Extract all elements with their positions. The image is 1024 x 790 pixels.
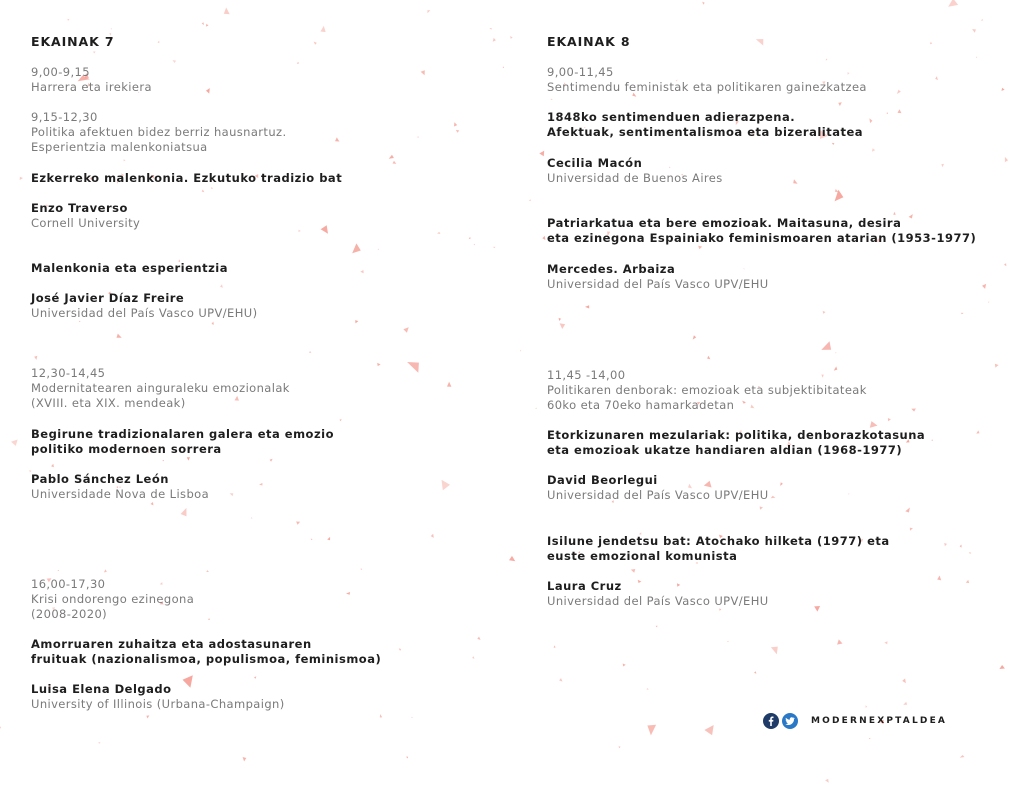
- confetti-speck: [493, 38, 496, 42]
- confetti-speck: [981, 19, 983, 21]
- confetti-speck: [146, 715, 149, 718]
- confetti-speck: [399, 648, 401, 651]
- confetti-speck: [151, 502, 154, 505]
- confetti-speck: [403, 327, 408, 332]
- confetti-speck: [869, 738, 871, 739]
- confetti-speck: [771, 647, 778, 655]
- confetti-speck: [494, 247, 496, 249]
- confetti-speck: [98, 742, 101, 744]
- confetti-speck: [314, 42, 317, 45]
- session-time: 9,00-9,15: [31, 65, 90, 79]
- confetti-speck: [206, 24, 209, 27]
- confetti-speck: [352, 243, 361, 253]
- confetti-speck: [870, 421, 878, 428]
- confetti-speck: [550, 99, 552, 100]
- confetti-speck: [539, 151, 544, 157]
- confetti-speck: [638, 580, 642, 583]
- talk-title: Isilune jendetsu bat: Atochako hilketa (1977) eta euste emozional komunista: [547, 534, 890, 563]
- confetti-speck: [618, 747, 620, 749]
- confetti-speck: [124, 159, 126, 161]
- confetti-speck: [948, 0, 958, 7]
- confetti-speck: [477, 637, 480, 640]
- confetti-speck: [1002, 88, 1005, 91]
- confetti-speck: [647, 688, 649, 690]
- confetti-speck: [999, 665, 1005, 669]
- confetti-speck: [1005, 157, 1008, 162]
- confetti-speck: [535, 408, 537, 409]
- confetti-speck: [821, 375, 823, 378]
- twitter-icon[interactable]: [782, 713, 798, 729]
- confetti-speck: [380, 714, 382, 718]
- confetti-speck: [489, 28, 491, 30]
- facebook-icon[interactable]: [763, 713, 779, 729]
- confetti-speck: [224, 8, 230, 15]
- confetti-speck: [837, 639, 842, 644]
- confetti-speck: [454, 122, 457, 126]
- day-heading: EKAINAK 8: [547, 34, 631, 49]
- confetti-speck: [869, 118, 872, 123]
- confetti-speck: [823, 311, 826, 314]
- talk-title: Begirune tradizionalaren galera eta emozio politiko modernoen sorrera: [31, 427, 334, 456]
- confetti-speck: [211, 187, 213, 189]
- confetti-speck: [887, 112, 889, 114]
- confetti-speck: [793, 179, 797, 183]
- confetti-speck: [378, 249, 379, 250]
- confetti-speck: [814, 606, 820, 612]
- confetti-speck: [34, 356, 37, 360]
- confetti-speck: [988, 302, 989, 304]
- speaker-name: David Beorlegui: [547, 473, 658, 487]
- confetti-speck: [520, 350, 521, 352]
- confetti-speck: [206, 570, 209, 572]
- confetti-speck: [585, 305, 589, 308]
- confetti-speck: [976, 56, 977, 58]
- confetti-speck: [826, 59, 828, 61]
- confetti-speck: [704, 481, 712, 488]
- confetti-speck: [321, 225, 328, 233]
- social-links: [763, 712, 947, 730]
- confetti-speck: [104, 569, 107, 572]
- confetti-speck: [656, 626, 658, 628]
- confetti-speck: [727, 641, 729, 642]
- confetti-speck: [456, 130, 459, 133]
- confetti-speck: [888, 418, 891, 421]
- confetti-speck: [158, 41, 160, 43]
- confetti-speck: [320, 26, 325, 32]
- confetti-speck: [560, 323, 566, 329]
- session-time: 16,00-17,30: [31, 577, 106, 591]
- confetti-speck: [902, 678, 906, 683]
- confetti-speck: [631, 569, 636, 573]
- confetti-speck: [838, 102, 842, 106]
- confetti-speck: [835, 352, 836, 353]
- confetti-speck: [187, 457, 190, 460]
- confetti-speck: [832, 143, 835, 145]
- session-time: 9,15-12,30: [31, 110, 98, 124]
- confetti-speck: [93, 51, 96, 53]
- social-handle[interactable]: MODERNEXPTALDEA: [811, 716, 948, 726]
- confetti-speck: [20, 177, 23, 180]
- confetti-speck: [825, 779, 829, 783]
- speaker-affiliation: Universidad del País Vasco UPV/EHU: [547, 488, 769, 502]
- session-title: Harrera eta irekiera: [31, 80, 152, 94]
- confetti-speck: [930, 42, 932, 44]
- session-title: Sentimendu feministak eta politikaren gainezkatzea: [547, 80, 867, 94]
- talk-title: Malenkonia eta esperientzia: [31, 261, 228, 275]
- confetti-speck: [340, 419, 342, 421]
- session-time: 9,00-11,45: [547, 65, 614, 79]
- confetti-speck: [510, 36, 512, 39]
- confetti-speck: [230, 493, 234, 496]
- confetti-speck: [698, 246, 702, 250]
- confetti-speck: [941, 164, 944, 167]
- confetti-speck: [995, 364, 999, 368]
- speaker-name: Cecilia Macón: [547, 156, 643, 170]
- confetti-speck: [220, 284, 223, 288]
- confetti-speck: [760, 506, 763, 509]
- confetti-speck: [0, 726, 1, 728]
- confetti-speck: [677, 583, 680, 587]
- speaker-name: Pablo Sánchez León: [31, 472, 169, 486]
- confetti-speck: [821, 341, 831, 350]
- confetti-speck: [903, 702, 907, 705]
- confetti-speck: [911, 409, 916, 412]
- confetti-speck: [311, 539, 313, 541]
- confetti-speck: [848, 493, 849, 495]
- confetti-speck: [503, 66, 505, 68]
- confetti-speck: [707, 356, 710, 359]
- confetti-speck: [111, 29, 112, 30]
- confetti-speck: [407, 362, 419, 373]
- session-title: Politika afektuen bidez berriz hausnartuz. Esperientzia malenkoniatsua: [31, 125, 287, 154]
- confetti-speck: [212, 322, 214, 325]
- confetti-speck: [51, 464, 54, 468]
- confetti-speck: [969, 552, 971, 554]
- confetti-speck: [377, 363, 380, 366]
- confetti-speck: [910, 528, 913, 531]
- confetti-speck: [117, 334, 122, 338]
- confetti-speck: [254, 676, 256, 678]
- talk-title: 1848ko sentimenduen adierazpena. Afektuak, sentimentalismoa eta bizeralitatea: [547, 110, 864, 139]
- confetti-speck: [437, 232, 440, 234]
- confetti-speck: [754, 671, 756, 674]
- confetti-speck: [327, 537, 330, 540]
- confetti-speck: [417, 136, 419, 138]
- confetti-speck: [961, 313, 963, 315]
- confetti-speck: [361, 568, 362, 570]
- confetti-speck: [529, 199, 531, 201]
- confetti-speck: [183, 675, 193, 687]
- confetti-speck: [554, 645, 556, 647]
- confetti-speck: [771, 496, 776, 499]
- speaker-affiliation: Universidad del País Vasco UPV/EHU: [547, 277, 769, 291]
- confetti-speck: [972, 29, 976, 33]
- speaker-name: José Javier Díaz Freire: [31, 291, 185, 305]
- confetti-speck: [442, 480, 451, 491]
- confetti-speck: [309, 351, 311, 353]
- confetti-speck: [173, 60, 177, 63]
- confetti-speck: [702, 2, 705, 5]
- session-title: Krisi ondorengo ezinegona (2008-2020): [31, 592, 195, 621]
- confetti-speck: [935, 76, 938, 80]
- confetti-speck: [259, 483, 262, 486]
- confetti-speck: [834, 366, 838, 370]
- confetti-speck: [898, 109, 902, 113]
- confetti-speck: [693, 335, 697, 339]
- confetti-speck: [431, 534, 434, 538]
- session-time: 11,45 -14,00: [547, 368, 626, 382]
- confetti-speck: [389, 155, 394, 159]
- confetti-speck: [669, 167, 671, 169]
- confetti-speck: [58, 570, 60, 571]
- session-title: Modernitatearen ainguraleku emozionalak (XVIII. eta XIX. mendeak): [31, 381, 290, 410]
- confetti-speck: [160, 582, 163, 585]
- confetti-speck: [393, 161, 397, 164]
- confetti-speck: [355, 320, 358, 323]
- confetti-speck: [297, 62, 299, 64]
- confetti-speck: [756, 39, 764, 46]
- confetti-speck: [346, 592, 350, 595]
- confetti-speck: [647, 725, 656, 736]
- day-heading: EKAINAK 7: [31, 34, 115, 49]
- confetti-speck: [982, 284, 986, 289]
- confetti-speck: [960, 755, 965, 758]
- confetti-speck: [542, 236, 545, 240]
- confetti-speck: [243, 757, 247, 762]
- talk-title: Etorkizunaren mezulariak: politika, denborazkotasuna eta emozioak ukatze handiaren aldian (1968-1977): [547, 428, 926, 457]
- confetti-speck: [944, 543, 947, 546]
- speaker-affiliation: Universidad del País Vasco UPV/EHU: [547, 594, 769, 608]
- session-time: 12,30-14,45: [31, 366, 106, 380]
- speaker-name: Mercedes. Arbaiza: [547, 262, 676, 276]
- speaker-affiliation: Universidad del País Vasco UPV/EHU): [31, 306, 258, 320]
- confetti-speck: [559, 318, 562, 321]
- talk-title: Ezkerreko malenkonia. Ezkutuko tradizio bat: [31, 171, 343, 185]
- confetti-speck: [865, 705, 867, 707]
- confetti-speck: [469, 237, 471, 239]
- confetti-speck: [932, 439, 933, 441]
- confetti-speck: [937, 576, 941, 581]
- confetti-speck: [960, 545, 962, 548]
- confetti-speck: [421, 70, 425, 75]
- confetti-speck: [704, 725, 713, 735]
- confetti-speck: [406, 757, 408, 759]
- confetti-speck: [744, 268, 745, 269]
- confetti-speck: [623, 664, 626, 667]
- confetti-speck: [270, 459, 273, 462]
- session-title: Politikaren denborak: emozioak eta subjektibitateak 60ko eta 70eko hamarkadetan: [547, 383, 867, 412]
- confetti-speck: [335, 137, 339, 141]
- confetti-speck: [360, 270, 363, 273]
- confetti-speck: [559, 678, 562, 682]
- speaker-affiliation: Universidade Nova de Lisboa: [31, 487, 210, 501]
- confetti-speck: [780, 482, 783, 486]
- speaker-affiliation: Cornell University: [31, 216, 141, 230]
- confetti-speck: [181, 508, 187, 517]
- confetti-speck: [412, 717, 413, 718]
- speaker-affiliation: Universidad de Buenos Aires: [547, 171, 723, 185]
- confetti-speck: [509, 556, 515, 561]
- speaker-name: Luisa Elena Delgado: [31, 682, 172, 696]
- confetti-speck: [1004, 263, 1006, 266]
- talk-title: Patriarkatua eta bere emozioak. Maitasuna, desira eta ezinegona Espainiako feminismoaren atarian (1953-1977): [547, 216, 977, 245]
- speaker-name: Laura Cruz: [547, 579, 622, 593]
- confetti-speck: [427, 10, 430, 13]
- confetti-speck: [884, 641, 887, 644]
- confetti-speck: [299, 230, 301, 232]
- confetti-speck: [251, 517, 253, 518]
- confetti-speck: [976, 430, 979, 433]
- confetti-speck: [472, 656, 474, 659]
- confetti-speck: [296, 522, 300, 525]
- confetti-speck: [848, 72, 850, 75]
- confetti-speck: [162, 460, 164, 462]
- confetti-speck: [905, 508, 910, 513]
- speaker-name: Enzo Traverso: [31, 201, 128, 215]
- talk-title: Amorruaren zuhaitza eta adostasunaren fruituak (nazionalismoa, populismoa, feminismoa): [31, 637, 382, 666]
- confetti-speck: [474, 244, 475, 245]
- confetti-speck: [893, 212, 895, 215]
- confetti-speck: [208, 618, 210, 620]
- confetti-speck: [897, 90, 901, 94]
- speaker-affiliation: University of Illinois (Urbana-Champaign): [31, 697, 285, 711]
- confetti-speck: [966, 580, 969, 583]
- confetti-speck: [202, 190, 205, 193]
- confetti-speck: [872, 148, 875, 152]
- confetti-speck: [202, 22, 204, 25]
- confetti-speck: [447, 382, 451, 387]
- confetti-speck: [206, 88, 210, 94]
- confetti-speck: [11, 440, 18, 446]
- confetti-speck: [67, 19, 69, 21]
